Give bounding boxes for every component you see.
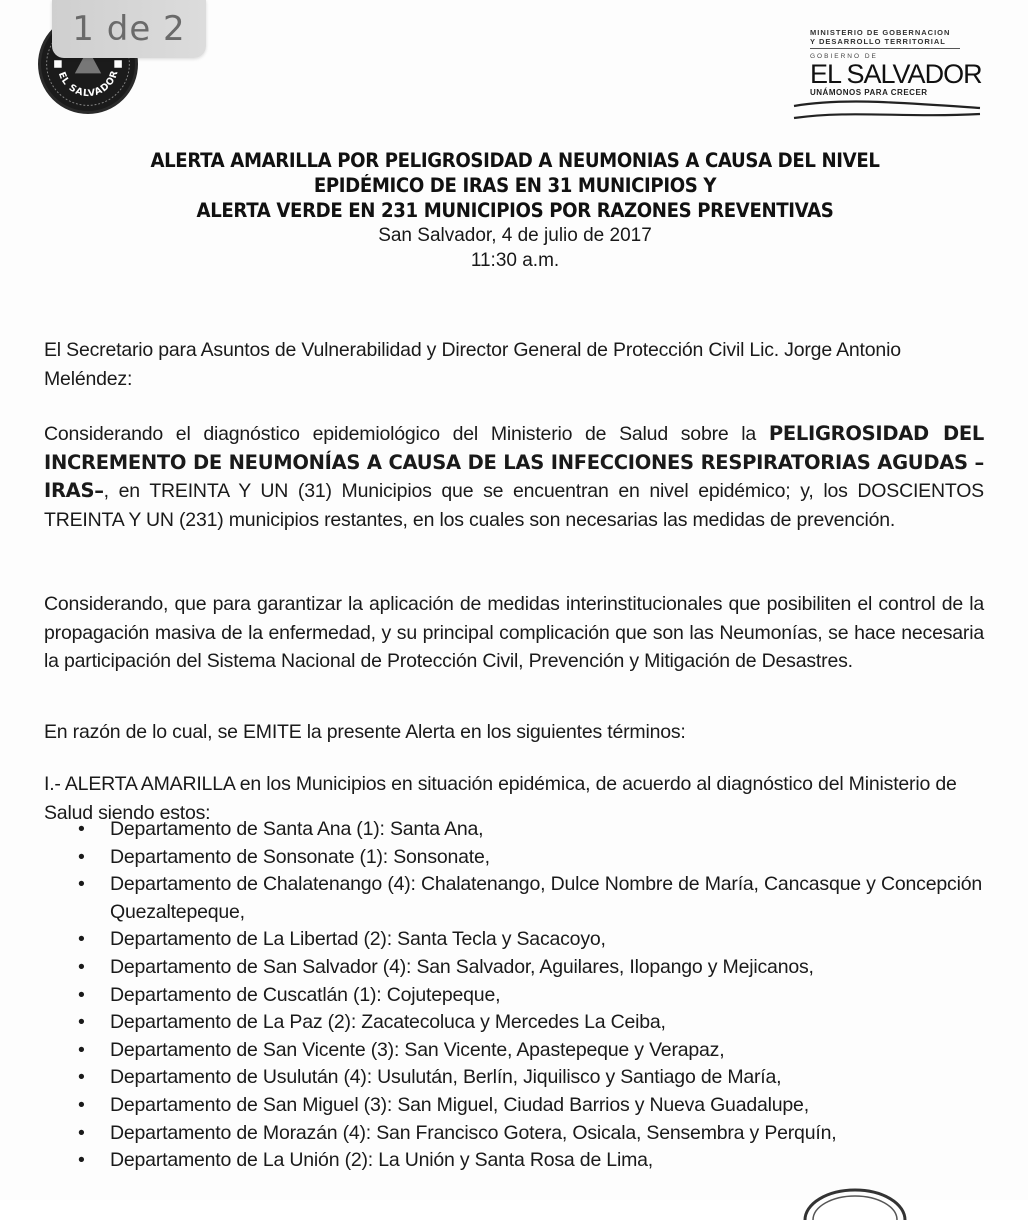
- department-text: Departamento de La Unión (2): La Unión y Santa Rosa de Lima,: [110, 1149, 653, 1172]
- department-text: Departamento de San Miguel (3): San Miguel, Ciudad Barrios y Nueva Guadalupe,: [110, 1093, 809, 1116]
- gobierno-de-label: GOBIERNO DE: [810, 53, 878, 60]
- list-item: [62, 871, 982, 926]
- page-indicator: [52, 0, 206, 58]
- considerando-1-end: , en TREINTA Y UN (31) Municipios que se encuentran en nivel epidémico; y, los DOSCIENTOS TREINTA Y UN (231) municipios restantes, en los cuales son necesarias las medidas de prevención.: [44, 480, 984, 531]
- bullet-icon: •: [78, 1121, 85, 1144]
- department-text: Departamento de Santa Ana (1): Santa Ana,: [110, 818, 484, 840]
- bullet-icon: •: [78, 1093, 85, 1116]
- seal-text: EL SALVADOR: [55, 68, 121, 100]
- place-date: San Salvador, 4 de julio de 2017: [378, 225, 652, 246]
- partial-stamp-icon: [795, 1180, 915, 1220]
- department-text: Departamento de San Salvador (4): San Salvador, Aguilares, Ilopango y Mejicanos,: [110, 955, 814, 978]
- department-text: Departamento de San Vicente (3): San Vicente, Apastepeque y Verapaz,: [110, 1038, 725, 1061]
- considerando-paragraph-2: Considerando, que para garantizar la aplicación de medidas interinstitucionales que posibiliten el control de la propagación masiva de la enfermedad, y su principal complicación que son las Neumonías, se hace necesaria la participación del Sistema Nacional de Protección Civil, Prevención y Mitigación de Desastres.: [44, 593, 984, 672]
- department-text: Departamento de Cuscatlán (1): Cojutepeque,: [110, 983, 501, 1006]
- bullet-icon: •: [78, 955, 85, 978]
- title-line-2: EPIDÉMICO DE IRAS EN 31 MUNICIPIOS Y: [313, 174, 717, 197]
- time: 11:30 a.m.: [470, 250, 560, 271]
- list-item: [62, 1120, 982, 1148]
- country-name: EL SALVADOR: [810, 59, 982, 89]
- bullet-icon: •: [78, 928, 85, 951]
- department-text: Departamento de Chalatenango (4): Chalatenango, Dulce Nombre de María, Cancasque y Concepción Quezaltepeque,: [110, 873, 982, 923]
- list-item: [62, 1147, 982, 1175]
- list-item: [62, 844, 982, 872]
- bullet-icon: •: [78, 1149, 85, 1172]
- considerando-1-bold: PELIGROSIDAD DEL INCREMENTO DE NEUMONÍAS A CAUSA DE LAS INFECCIONES RESPIRATORIAS AGUDAS –IRAS–: [44, 422, 984, 502]
- department-text: Departamento de Sonsonate (1): Sonsonate,: [110, 845, 490, 868]
- bullet-icon: •: [78, 1066, 85, 1089]
- list-item: [62, 982, 982, 1010]
- considerando-paragraph-1: [44, 420, 984, 534]
- ministry-line-2: Y DESARROLLO TERRITORIAL: [810, 37, 946, 46]
- title-line-1: ALERTA AMARILLA POR PELIGROSIDAD A NEUMONIAS A CAUSA DEL NIVEL: [150, 149, 880, 172]
- bullet-icon: •: [78, 873, 85, 896]
- list-item: [62, 1037, 982, 1065]
- list-item: [62, 1064, 982, 1092]
- ministry-line-1: MINISTERIO DE GOBERNACION: [810, 28, 951, 37]
- department-text: Departamento de Usulután (4): Usulután, Berlín, Jiquilisco y Santiago de María,: [110, 1066, 782, 1089]
- bullet-icon: •: [78, 983, 85, 1006]
- department-text: Departamento de La Paz (2): Zacatecoluca y Mercedes La Ceiba,: [110, 1011, 666, 1034]
- bullet-icon: •: [78, 1038, 85, 1061]
- list-item: [62, 1009, 982, 1037]
- document-header: [60, 148, 970, 273]
- section-1-paragraph: I.- ALERTA AMARILLA en los Municipios en situación epidémica, de acuerdo al diagnóstico del Ministerio de Salud siendo estos:: [44, 773, 957, 824]
- bullet-icon: •: [78, 1011, 85, 1034]
- list-item: [62, 954, 982, 982]
- logo-divider: [810, 48, 960, 49]
- bullet-icon: •: [78, 818, 85, 840]
- considerando-1-start: Considerando el diagnóstico epidemiológico del Ministerio de Salud sobre la: [44, 423, 769, 445]
- wave-lines-icon: [792, 98, 982, 124]
- government-logo: [810, 28, 1010, 123]
- bullet-icon: •: [78, 845, 85, 868]
- slogan: UNÁMONOS PARA CRECER: [810, 88, 928, 97]
- emite-paragraph: En razón de lo cual, se EMITE la presente Alerta en los siguientes términos:: [44, 721, 686, 743]
- list-item: [62, 1092, 982, 1120]
- list-item: [62, 926, 982, 954]
- department-text: Departamento de Morazán (4): San Francisco Gotera, Osicala, Sensembra y Perquín,: [110, 1121, 837, 1144]
- list-item: [62, 816, 982, 844]
- page-indicator-text: 1 de 2: [72, 9, 186, 49]
- intro-paragraph: El Secretario para Asuntos de Vulnerabilidad y Director General de Protección Civil Lic. Jorge Antonio Meléndez:: [44, 339, 901, 390]
- department-list: [62, 816, 982, 1175]
- department-text: Departamento de La Libertad (2): Santa Tecla y Sacacoyo,: [110, 928, 606, 951]
- title-line-3: ALERTA VERDE EN 231 MUNICIPIOS POR RAZONES PREVENTIVAS: [196, 199, 834, 222]
